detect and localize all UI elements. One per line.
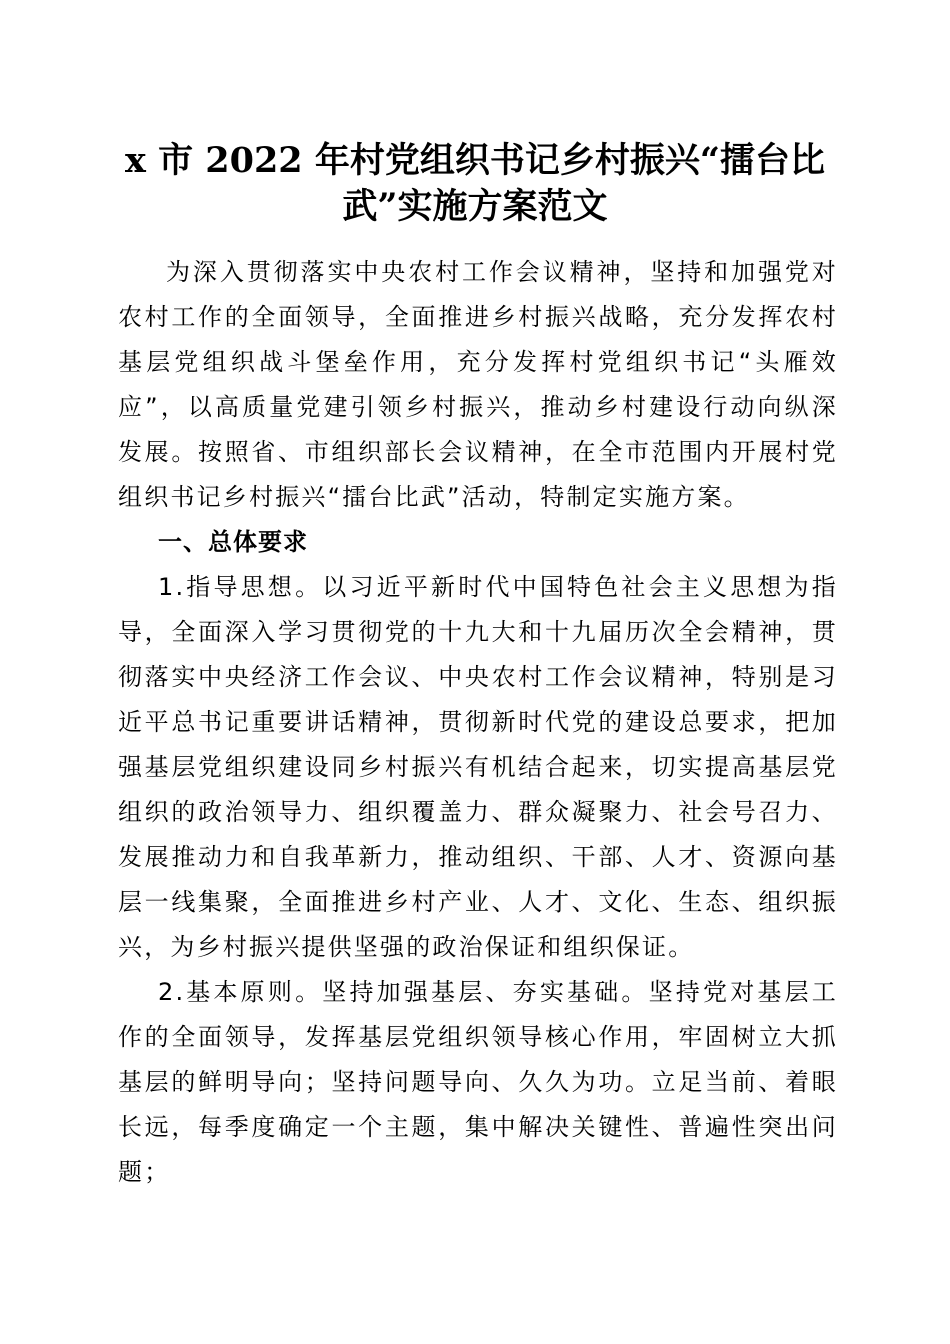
section-heading-overall-requirements: 一、总体要求 [158, 528, 308, 556]
paragraph-guiding-ideology: 1.指导思想。以习近平新时代中国特色社会主义思想为指导，全面深入学习贯彻党的十九大和十九届历次全会精神，贯彻落实中央经济工作会议、中央农村工作会议精神，特别是习近平总书记重要讲话精神，贯彻新时代党的建设总要求，把加强基层党组织建设同乡村振兴有机结合起来，切实提高基层党组织的政治领导力、组织覆盖力、群众凝聚力、社会号召力、发展推动力和自我革新力，推动组织、干部、人才、资源向基层一线集聚，全面推进乡村产业、人才、文化、生态、组织振兴，为乡村振兴提供坚强的政治保证和组织保证。 [118, 573, 838, 961]
document-body [118, 250, 838, 1195]
paragraph-basic-principles: 2.基本原则。坚持加强基层、夯实基础。坚持党对基层工作的全面领导，发挥基层党组织领导核心作用，牢固树立大抓基层的鲜明导向；坚持问题导向、久久为功。立足当前、着眼长远，每季度确定一个主题，集中解决关键性、普遍性突出问题； [118, 978, 838, 1186]
document-title-line-2: 武”实施方案范文 [342, 186, 608, 227]
document-title-line-1: x 市 2022 年村党组织书记乡村振兴“擂台比 [125, 140, 825, 181]
intro-paragraph: 为深入贯彻落实中央农村工作会议精神，坚持和加强党对农村工作的全面领导，全面推进乡村振兴战略，充分发挥农村基层党组织战斗堡垒作用，充分发挥村党组织书记“头雁效应”，以高质量党建引领乡村振兴，推动乡村建设行动向纵深发展。按照省、市组织部长会议精神，在全市范围内开展村党组织书记乡村振兴“擂台比武”活动，特制定实施方案。 [118, 258, 838, 511]
